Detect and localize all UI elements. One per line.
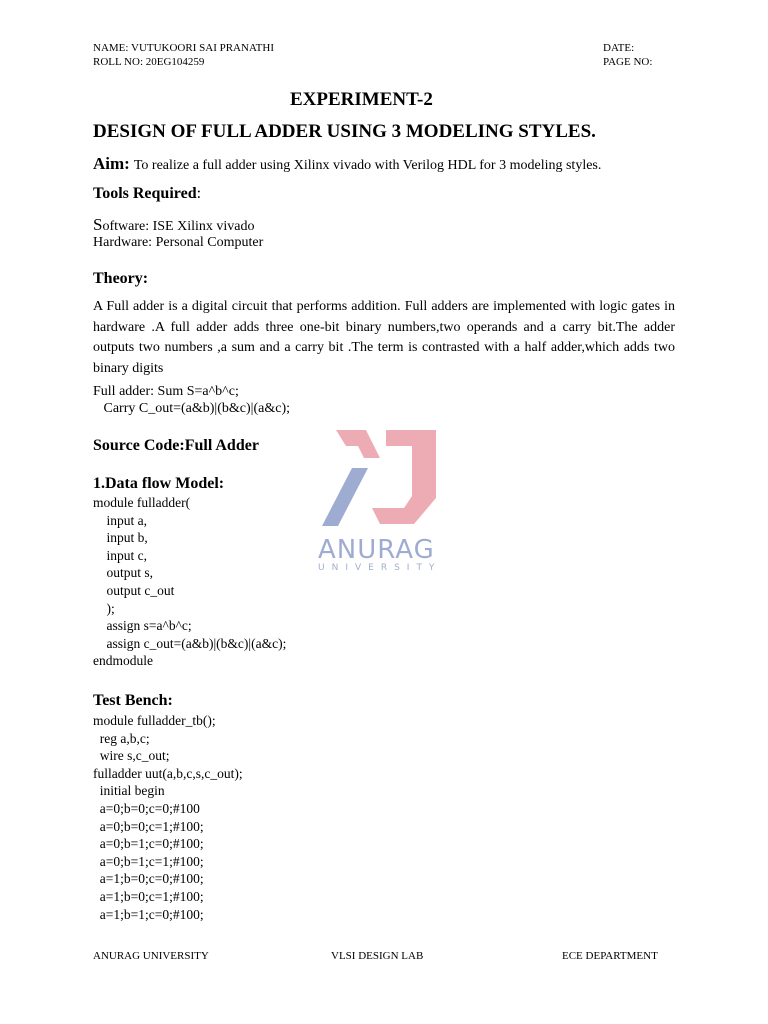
footer-left: ANURAG UNIVERSITY <box>93 950 209 962</box>
testbench-code: module fulladder_tb(); reg a,b,c; wire s,c_out; fulladder uut(a,b,c,s,c_out); initial begin a=0;b=0;c=0;#100 a=0;b=0;c=1;#100; a=0;b=1;c=0;#100; a=0;b=1;c=1;#100; a=1;b=0;c=0;#100; a=1;b=0;c=1;#100; a=1;b=1;c=0;#100; <box>93 713 243 922</box>
software-text: oftware: ISE Xilinx vivado <box>102 219 255 234</box>
source-heading: Source Code:Full Adder <box>93 437 259 454</box>
student-name: NAME: VUTUKOORI SAI PRANATHI <box>93 42 274 54</box>
dataflow-heading: 1.Data flow Model: <box>93 475 225 492</box>
experiment-title: EXPERIMENT-2 <box>290 89 433 110</box>
aim-label: Aim: <box>93 154 130 173</box>
au-logo-icon <box>318 428 448 528</box>
watermark-sub: UNIVERSITY <box>318 563 442 573</box>
footer-right: ECE DEPARTMENT <box>562 950 658 962</box>
sum-equation: Full adder: Sum S=a^b^c; <box>93 384 239 399</box>
software-line <box>93 215 255 235</box>
hardware-line: Hardware: Personal Computer <box>93 235 264 250</box>
page-number-label: PAGE NO: <box>603 56 653 68</box>
carry-equation: Carry C_out=(a&b)|(b&c)|(a&c); <box>93 401 290 416</box>
tools-label: Tools Required <box>93 185 197 202</box>
theory-paragraph: A Full adder is a digital circuit that performs addition. Full adders are implemented with logic gates in hardware .A full adder adds three one-bit binary numbers,two operands and a carry bit.The adder outputs two numbers ,a sum and a carry bit .The term is contrasted with a half adder,which adds two binary digits <box>93 299 675 376</box>
watermark-brand: ANURAG <box>318 535 435 565</box>
theory-heading: Theory: <box>93 270 149 287</box>
software-initial: S <box>93 215 103 234</box>
anurag-university-watermark <box>318 428 448 578</box>
header-left <box>93 41 274 69</box>
tools-colon: : <box>196 185 202 202</box>
dataflow-code: module fulladder( input a, input b, input c, output s, output c_out ); assign s=a^b^c; assign c_out=(a&b)|(b&c)|(a&c); endmodule <box>93 495 287 669</box>
header-right <box>603 41 652 69</box>
tools-heading <box>93 185 201 203</box>
footer-center: VLSI DESIGN LAB <box>331 950 424 962</box>
aim-text: To realize a full adder using Xilinx vivado with Verilog HDL for 3 modeling styles. <box>133 158 602 173</box>
roll-number: ROLL NO: 20EG104259 <box>93 56 205 68</box>
aim-line <box>93 154 601 174</box>
date-label: DATE: <box>603 42 635 54</box>
testbench-heading: Test Bench: <box>93 692 173 709</box>
page-title: DESIGN OF FULL ADDER USING 3 MODELING STYLES. <box>93 121 596 142</box>
